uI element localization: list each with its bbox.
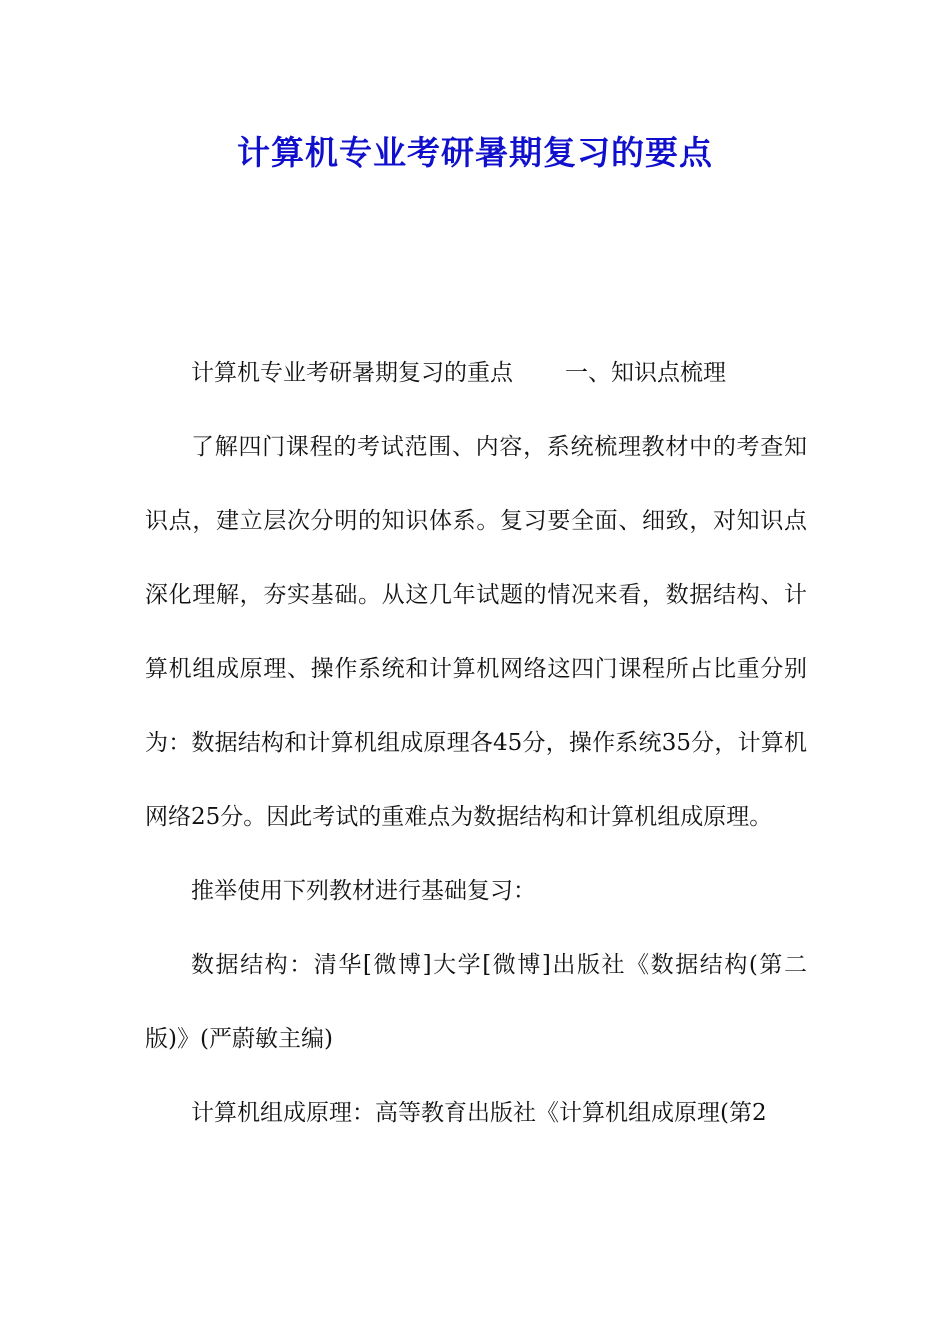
paragraph-knowledge: 了解四门课程的考试范围、内容，系统梳理教材中的考查知识点，建立层次分明的知识体系。复习要全面、细致，对知识点深化理解，夯实基础。从这几年试题的情况来看，数据结构、计算机组成原理、操作系统和计算机网络这四门课程所占比重分别为：数据结构和计算机组成原理各45分，操作系统35分，计算机网络25分。因此考试的重难点为数据结构和计算机组成原理。 xyxy=(145,434,807,830)
heading-line-left: 计算机专业考研暑期复习的重点 xyxy=(191,360,513,386)
paragraph-computer-organization: 计算机组成原理：高等教育出版社《计算机组成原理(第2 xyxy=(191,1100,767,1126)
document-body xyxy=(145,336,807,1150)
heading-line xyxy=(145,336,807,410)
paragraph-data-structure: 数据结构：清华[微博]大学[微博]出版社《数据结构(第二版)》(严蔚敏主编) xyxy=(145,952,807,1052)
document-title: 计算机专业考研暑期复习的要点 xyxy=(237,133,713,172)
heading-line-right: 一、知识点梳理 xyxy=(565,360,726,386)
paragraph-recommend: 推举使用下列教材进行基础复习： xyxy=(191,878,536,904)
